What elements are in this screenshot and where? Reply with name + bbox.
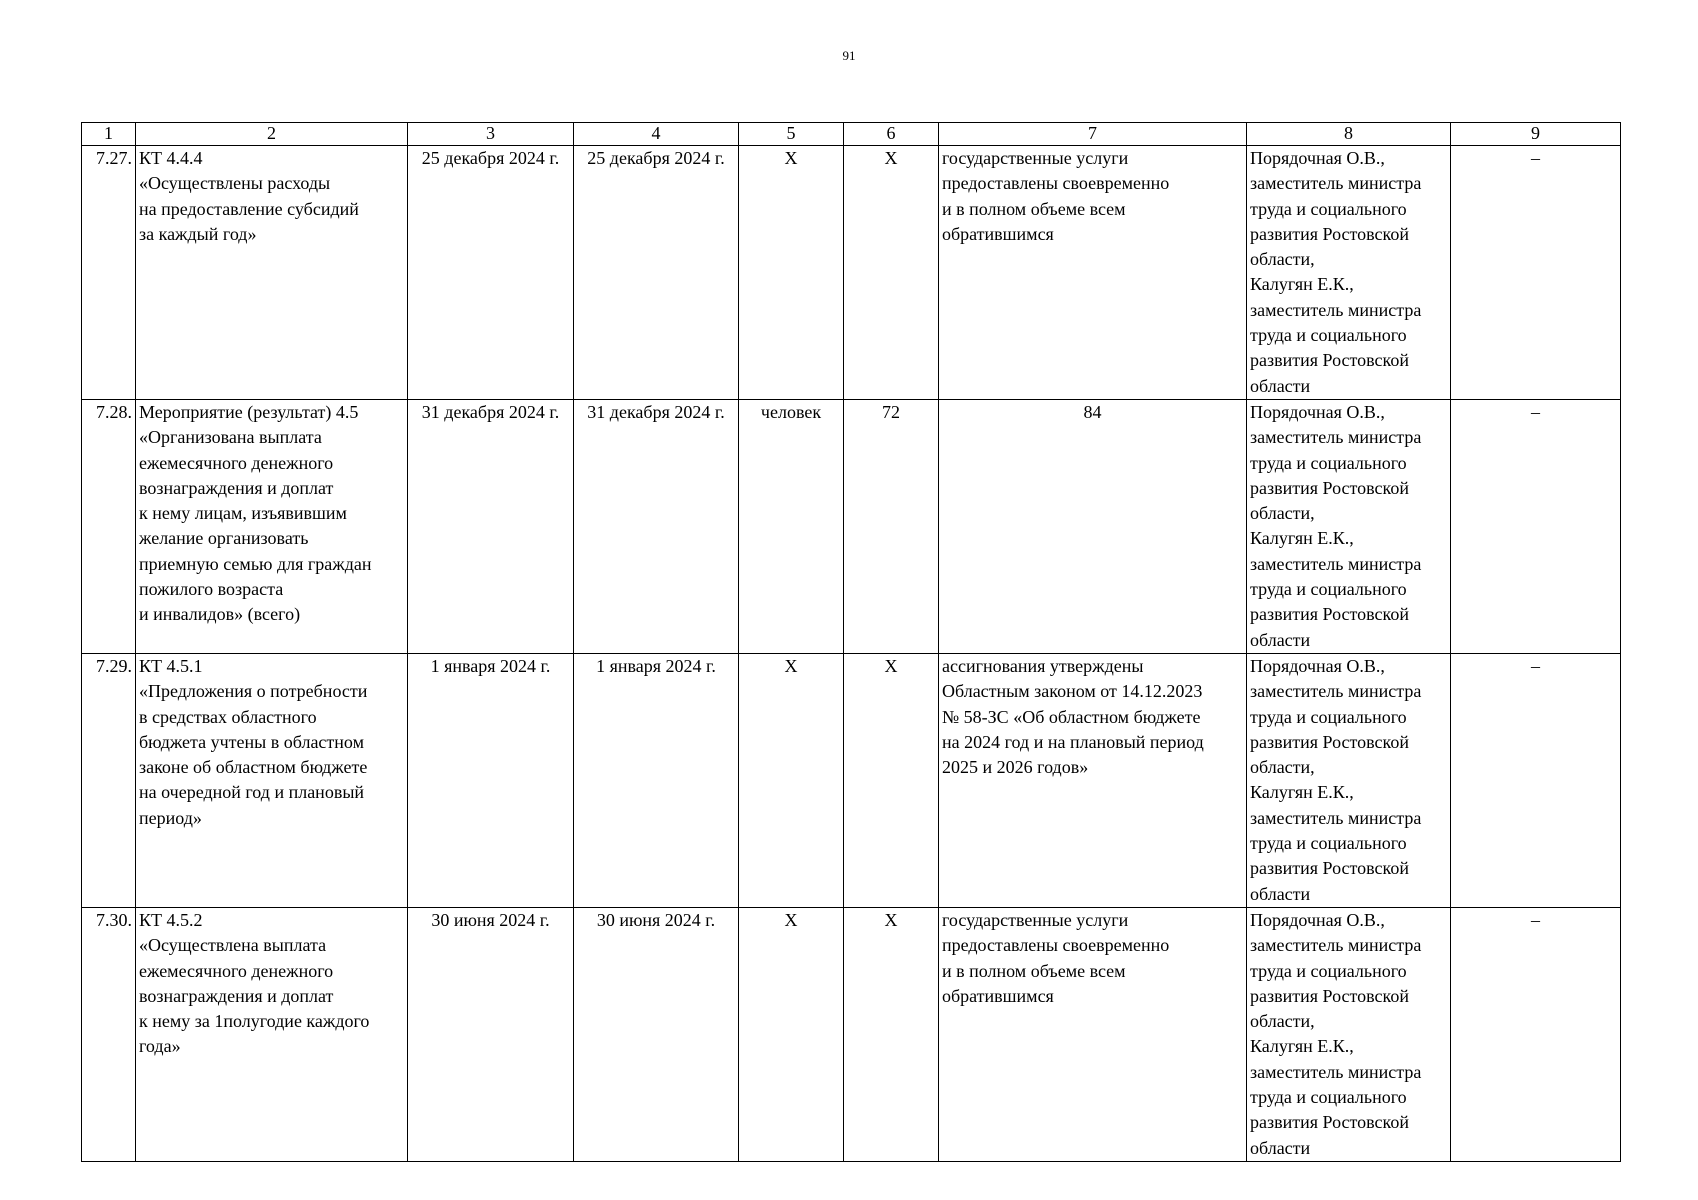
responsible-cell: Порядочная О.В., заместитель министра труда и социального развития Ростовской области, Калугян Е.К., заместитель министра труда и социального развития Ростовской области xyxy=(1247,907,1451,1161)
end-date-cell: 25 декабря 2024 г. xyxy=(574,146,739,400)
table-row xyxy=(82,907,1621,1161)
column-header-7: 7 xyxy=(939,123,1247,146)
column-header-2: 2 xyxy=(136,123,408,146)
end-date-cell: 31 декабря 2024 г. xyxy=(574,399,739,653)
row-number-cell: 7.30. xyxy=(82,907,136,1161)
end-date-cell: 1 января 2024 г. xyxy=(574,653,739,907)
fact-value-cell: государственные услуги предоставлены своевременно и в полном объеме всем обратившимся xyxy=(939,907,1247,1161)
column-header-6: 6 xyxy=(844,123,939,146)
start-date-cell: 25 декабря 2024 г. xyxy=(408,146,574,400)
header-row xyxy=(82,123,1621,146)
plan-value-cell: 72 xyxy=(844,399,939,653)
row-number-cell: 7.27. xyxy=(82,146,136,400)
responsible-cell: Порядочная О.В., заместитель министра труда и социального развития Ростовской области, Калугян Е.К., заместитель министра труда и социального развития Ростовской области xyxy=(1247,653,1451,907)
column-header-9: 9 xyxy=(1451,123,1621,146)
note-cell: – xyxy=(1451,399,1621,653)
start-date-cell: 30 июня 2024 г. xyxy=(408,907,574,1161)
plan-value-cell: Х xyxy=(844,653,939,907)
column-header-4: 4 xyxy=(574,123,739,146)
fact-value-cell: государственные услуги предоставлены своевременно и в полном объеме всем обратившимся xyxy=(939,146,1247,400)
table-row xyxy=(82,146,1621,400)
event-name-cell: Мероприятие (результат) 4.5 «Организована выплата ежемесячного денежного вознаграждения и доплат к нему лицам, изъявившим желание организовать приемную семью для граждан пожилого возраста и инвалидов» (всего) xyxy=(136,399,408,653)
table-row xyxy=(82,399,1621,653)
column-header-8: 8 xyxy=(1247,123,1451,146)
table-row xyxy=(82,653,1621,907)
fact-value-cell: 84 xyxy=(939,399,1247,653)
fact-value-cell: ассигнования утверждены Областным законом от 14.12.2023 № 58-ЗС «Об областном бюджете на 2024 год и на плановый период 2025 и 2026 годов» xyxy=(939,653,1247,907)
start-date-cell: 1 января 2024 г. xyxy=(408,653,574,907)
event-name-cell: КТ 4.4.4 «Осуществлены расходы на предоставление субсидий за каждый год» xyxy=(136,146,408,400)
unit-cell: Х xyxy=(739,146,844,400)
event-name-cell: КТ 4.5.2 «Осуществлена выплата ежемесячного денежного вознаграждения и доплат к нему за 1полугодие каждого года» xyxy=(136,907,408,1161)
note-cell: – xyxy=(1451,907,1621,1161)
note-cell: – xyxy=(1451,146,1621,400)
row-number-cell: 7.29. xyxy=(82,653,136,907)
end-date-cell: 30 июня 2024 г. xyxy=(574,907,739,1161)
note-cell: – xyxy=(1451,653,1621,907)
start-date-cell: 31 декабря 2024 г. xyxy=(408,399,574,653)
responsible-cell: Порядочная О.В., заместитель министра труда и социального развития Ростовской области, Калугян Е.К., заместитель министра труда и социального развития Ростовской области xyxy=(1247,146,1451,400)
plan-value-cell: Х xyxy=(844,146,939,400)
event-name-cell: КТ 4.5.1 «Предложения о потребности в средствах областного бюджета учтены в областном законе об областном бюджете на очередной год и плановый период» xyxy=(136,653,408,907)
responsible-cell: Порядочная О.В., заместитель министра труда и социального развития Ростовской области, Калугян Е.К., заместитель министра труда и социального развития Ростовской области xyxy=(1247,399,1451,653)
control-points-table xyxy=(81,122,1621,1162)
column-header-3: 3 xyxy=(408,123,574,146)
unit-cell: человек xyxy=(739,399,844,653)
column-header-1: 1 xyxy=(82,123,136,146)
page-number: 91 xyxy=(842,48,856,63)
row-number-cell: 7.28. xyxy=(82,399,136,653)
unit-cell: Х xyxy=(739,653,844,907)
column-header-5: 5 xyxy=(739,123,844,146)
plan-value-cell: Х xyxy=(844,907,939,1161)
unit-cell: Х xyxy=(739,907,844,1161)
